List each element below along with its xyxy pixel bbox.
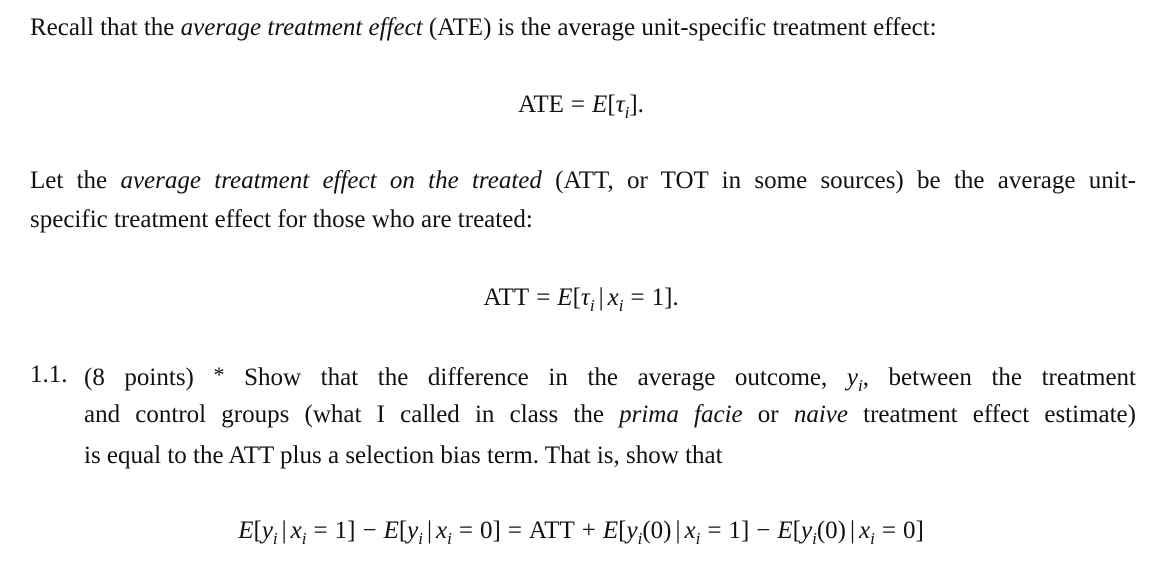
paragraph-att-line2: specific treatment effect for those who are treated:	[30, 206, 533, 233]
problem-line1-text: Show that the difference in the average outcome,	[244, 364, 828, 391]
eq2-lhs: ATT	[483, 284, 530, 311]
eq2-tau-sub-i: i	[589, 296, 595, 315]
eq1-lhs: ATE	[518, 91, 564, 118]
problem-line1-end: , between the treatment	[862, 364, 1137, 391]
problem-y: y	[846, 364, 858, 391]
para2-prefix: Let the	[30, 167, 121, 194]
eq3-rb-1: ]	[347, 517, 356, 544]
eq2-expectation: E	[557, 284, 573, 311]
eq2-rbracket: ].	[664, 284, 679, 311]
eq3-eq-1: =	[313, 517, 328, 544]
problem-or: or	[742, 401, 794, 428]
eq3-lb-4: [	[792, 517, 801, 544]
eq3-E-4: E	[777, 517, 793, 544]
para1-term-ate: average treatment effect	[180, 14, 423, 41]
problem-naive: naive	[793, 401, 848, 428]
eq3-sub-6: i	[695, 529, 701, 548]
eq3-plus: +	[581, 517, 596, 544]
eq1-sub-i: i	[624, 103, 630, 122]
eq3-bar-4: |	[849, 517, 855, 544]
eq3-eq-3: =	[507, 517, 522, 544]
eq3-bar-3: |	[675, 517, 681, 544]
equation-att	[0, 283, 1162, 321]
eq3-one-2: 1	[728, 517, 741, 544]
eq3-minus-2: −	[756, 517, 771, 544]
eq3-E-3: E	[602, 517, 619, 544]
problem-number: 1.1.	[30, 361, 68, 388]
eq3-zero-1: 0	[479, 517, 493, 544]
eq3-E-2: E	[383, 517, 399, 544]
eq2-equals-2: =	[630, 284, 645, 311]
eq2-bar: |	[598, 284, 604, 311]
eq3-eq-5: =	[881, 517, 896, 544]
equation-selection-bias	[0, 516, 1162, 554]
problem-line3: is equal to the ATT plus a selection bias term. That is, show that	[84, 442, 723, 469]
eq2-equals: =	[536, 284, 551, 311]
eq3-sub-5: i	[637, 529, 643, 548]
eq3-att: ATT	[528, 517, 575, 544]
problem-line1	[84, 360, 1136, 401]
eq1-equals: =	[570, 91, 586, 118]
eq1-expectation: E	[592, 91, 608, 118]
eq3-y-1: y	[261, 517, 273, 544]
eq3-sub-2: i	[301, 529, 307, 548]
eq3-eq-4: =	[707, 517, 722, 544]
eq3-sub-1: i	[272, 529, 278, 548]
eq3-y-4: y	[800, 517, 813, 544]
eq3-eq-2: =	[458, 517, 473, 544]
eq3-E-1: E	[238, 517, 254, 544]
problem-points: (8 points)	[84, 364, 194, 391]
eq1-tau: τ	[615, 91, 625, 118]
eq3-y-3: y	[626, 517, 638, 544]
eq3-zero-arg-2: (0)	[816, 517, 846, 544]
eq3-sub-7: i	[812, 529, 817, 548]
eq3-lb-3: [	[618, 517, 627, 544]
eq3-sub-8: i	[870, 529, 875, 548]
para2-term-att: average treatment effect on the treated	[120, 167, 542, 194]
eq3-rb-4: ]	[915, 517, 924, 544]
eq3-x-3: x	[684, 517, 696, 544]
eq3-y-2: y	[407, 517, 419, 544]
eq1-lbracket: [	[607, 91, 616, 118]
eq2-one: 1	[651, 284, 665, 311]
equation-ate	[0, 90, 1162, 128]
eq2-lbracket: [	[572, 284, 581, 311]
eq3-sub-3: i	[418, 529, 424, 548]
problem-y-sub-i: i	[857, 376, 863, 395]
para2-suffix: (ATT, or TOT in some sources) be the average unit-	[541, 167, 1136, 194]
eq3-minus-1: −	[362, 517, 377, 544]
eq3-bar-2: |	[427, 517, 433, 544]
eq3-x-1: x	[290, 517, 302, 544]
eq3-one-1: 1	[334, 517, 348, 544]
problem-line2-prefix: and control groups (what I called in class the	[84, 401, 620, 428]
eq3-x-2: x	[436, 517, 448, 544]
eq1-rbracket: ].	[629, 91, 644, 118]
eq3-sub-4: i	[447, 529, 452, 548]
paragraph-att-line1	[30, 166, 1136, 196]
eq3-rb-2: ]	[492, 517, 501, 544]
eq3-lb-1: [	[253, 517, 262, 544]
eq2-tau: τ	[580, 284, 590, 311]
problem-line2-suffix: treatment effect estimate)	[847, 401, 1136, 428]
asterisk-icon: *	[213, 362, 225, 387]
problem-line2	[84, 400, 1136, 430]
eq3-x-4: x	[859, 517, 871, 544]
problem-prima-facie: prima facie	[619, 401, 743, 428]
eq2-x: x	[607, 284, 619, 311]
para1-prefix: Recall that the	[30, 14, 181, 41]
para1-suffix: (ATE) is the average unit-specific treatment effect:	[422, 14, 937, 41]
paragraph-ate-definition	[30, 13, 937, 43]
eq3-zero-2: 0	[902, 517, 916, 544]
eq3-rb-3: ]	[740, 517, 750, 544]
eq3-zero-arg-1: (0)	[642, 517, 672, 544]
eq3-lb-2: [	[398, 517, 408, 544]
eq3-bar-1: |	[281, 517, 287, 544]
eq2-x-sub-i: i	[618, 296, 624, 315]
